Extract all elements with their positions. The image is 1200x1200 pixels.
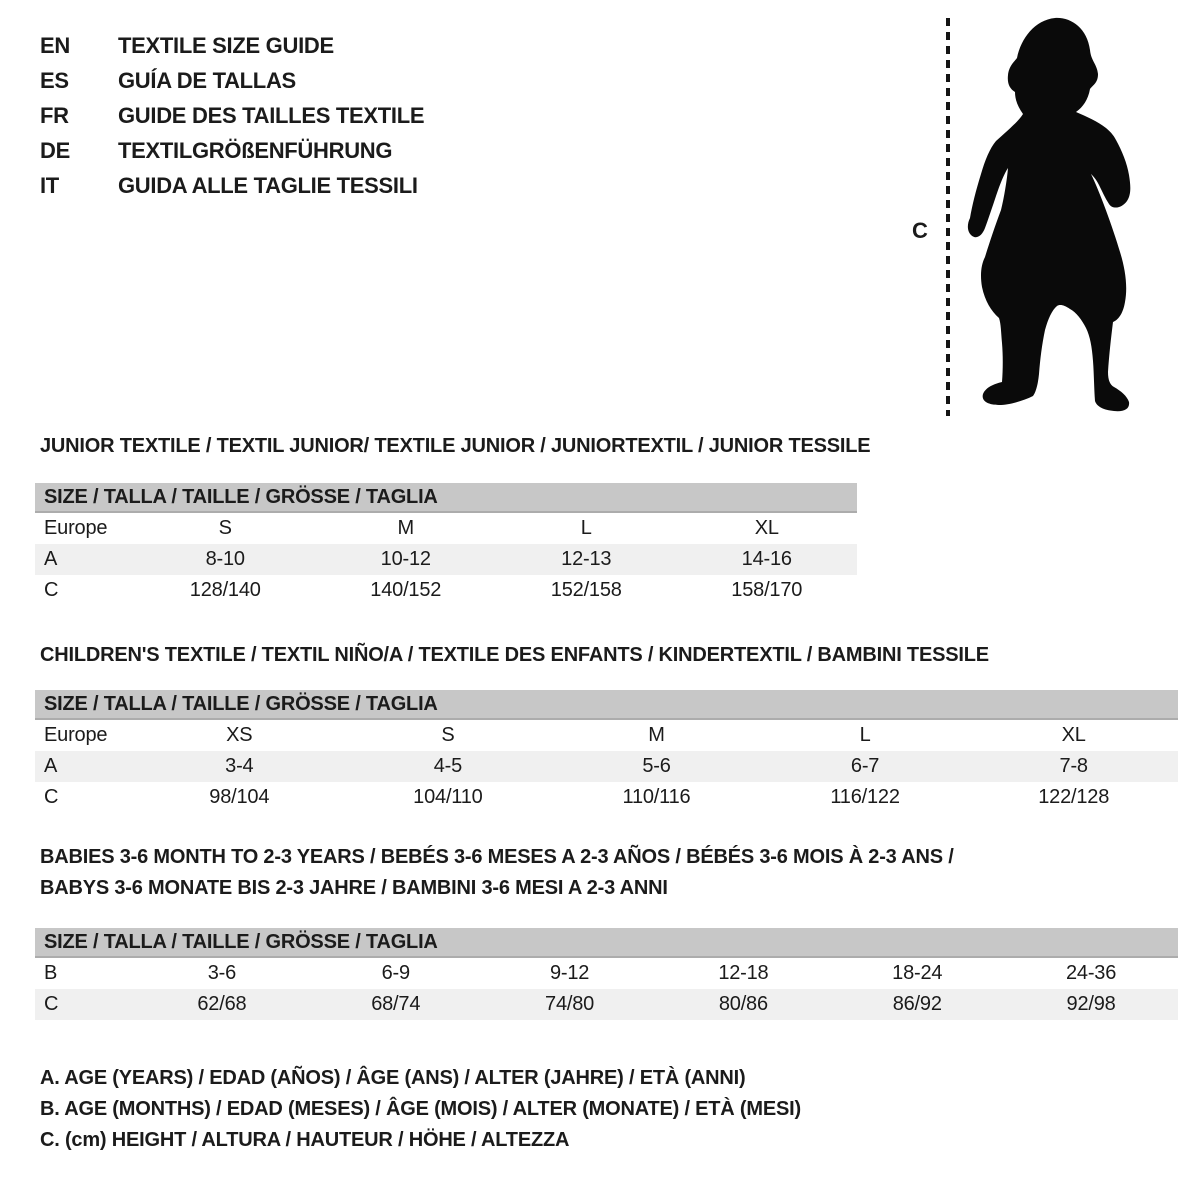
table-cell: 10-12 [380,548,431,570]
table-cell: S [218,517,232,539]
height-measure-label: C [912,218,928,243]
toddler-silhouette-icon [963,14,1135,414]
table-cell: 158/170 [731,579,803,601]
table-cell: 12-18 [718,962,769,984]
children-size-table [35,690,1178,813]
junior-size-table [35,483,857,606]
table-cell: 80/86 [718,993,768,1015]
table-cell: 104/110 [413,786,483,808]
guide-title: GUIDA ALLE TAGLIE TESSILI [118,172,418,198]
table-cell: 110/116 [622,786,691,808]
table-cell: 6-9 [381,962,410,984]
table-cell: L [859,724,871,746]
row-label: Europe [44,517,108,539]
language-code: IT [40,172,59,198]
language-row-de [40,133,424,168]
table-cell: 122/128 [1038,786,1110,808]
table-cell: 3-4 [225,755,254,777]
row-label: Europe [44,724,108,746]
language-code: FR [40,102,69,128]
table-cell: XS [226,724,253,746]
table-cell: 62/68 [197,993,247,1015]
size-header-bar: SIZE / TALLA / TAILLE / GRÖSSE / TAGLIA [35,928,1178,958]
table-cell: 92/98 [1066,993,1116,1015]
language-code: ES [40,67,69,93]
table-cell: 9-12 [549,962,590,984]
table-cell: XL [754,517,779,539]
size-header-bar: SIZE / TALLA / TAILLE / GRÖSSE / TAGLIA [35,690,1178,720]
language-row-fr [40,98,424,133]
guide-title: TEXTILE SIZE GUIDE [118,32,334,58]
language-row-es [40,63,424,98]
table-cell: 116/122 [830,786,900,808]
row-label: A [44,755,58,777]
table-row [35,989,1178,1020]
table-row [35,544,857,575]
legend-line-b: B. AGE (MONTHS) / EDAD (MESES) / ÂGE (MOIS) / ALTER (MONATE) / ETÀ (MESI) [40,1098,801,1120]
babies-size-table [35,928,1178,1020]
table-cell: 24-36 [1065,962,1117,984]
table-cell: L [580,517,592,539]
guide-title: GUÍA DE TALLAS [118,67,296,93]
table-cell: 4-5 [433,755,463,777]
table-row [35,575,857,606]
height-measure-dashed-line [946,18,950,416]
table-cell: 7-8 [1059,755,1088,777]
guide-title: GUIDE DES TAILLES TEXTILE [118,102,425,128]
table-cell: 5-6 [642,755,671,777]
table-row [35,782,1178,813]
row-label: C [44,786,59,808]
language-row-en [40,28,424,63]
table-cell: 86/92 [892,993,942,1015]
table-cell: 12-13 [561,548,612,570]
table-cell: 14-16 [741,548,792,570]
children-section-title: CHILDREN'S TEXTILE / TEXTIL NIÑO/A / TEXTILE DES ENFANTS / KINDERTEXTIL / BAMBINI TESSILE [40,644,989,666]
table-cell: M [397,517,414,539]
table-cell: M [648,724,665,746]
legend-line-c: C. (cm) HEIGHT / ALTURA / HAUTEUR / HÖHE / ALTEZZA [40,1129,570,1151]
language-code: DE [40,137,70,163]
language-row-it [40,168,424,203]
legend-line-a: A. AGE (YEARS) / EDAD (AÑOS) / ÂGE (ANS) / ALTER (JAHRE) / ETÀ (ANNI) [40,1067,746,1089]
measure-legend [40,1063,801,1156]
table-cell: 8-10 [205,548,245,570]
table-cell: 68/74 [371,993,421,1015]
babies-title-line2: BABYS 3-6 MONATE BIS 2-3 JAHRE / BAMBINI 3-6 MESI A 2-3 ANNI [40,877,668,899]
table-cell: 74/80 [545,993,595,1015]
table-cell: 152/158 [550,579,622,601]
table-cell: 3-6 [207,962,237,984]
row-label: A [44,548,58,570]
row-label: C [44,993,59,1015]
table-row [35,720,1178,751]
language-code: EN [40,32,70,58]
table-row [35,751,1178,782]
junior-section-title: JUNIOR TEXTILE / TEXTIL JUNIOR/ TEXTILE JUNIOR / JUNIORTEXTIL / JUNIOR TESSILE [40,435,871,457]
babies-section-title [40,842,954,904]
table-cell: 128/140 [189,579,261,601]
table-row [35,513,857,544]
table-row [35,958,1178,989]
size-header-bar: SIZE / TALLA / TAILLE / GRÖSSE / TAGLIA [35,483,857,513]
guide-title: TEXTILGRÖßENFÜHRUNG [118,137,393,163]
table-cell: 98/104 [209,786,270,808]
language-title-list [40,28,424,203]
table-cell: 6-7 [850,755,880,777]
row-label: B [44,962,58,984]
table-cell: XL [1061,724,1086,746]
babies-title-line1: BABIES 3-6 MONTH TO 2-3 YEARS / BEBÉS 3-6 MESES A 2-3 AÑOS / BÉBÉS 3-6 MOIS À 2-3 ANS / [40,846,954,868]
table-cell: 140/152 [370,579,442,601]
table-cell: S [441,724,455,746]
row-label: C [44,579,59,601]
table-cell: 18-24 [892,962,943,984]
